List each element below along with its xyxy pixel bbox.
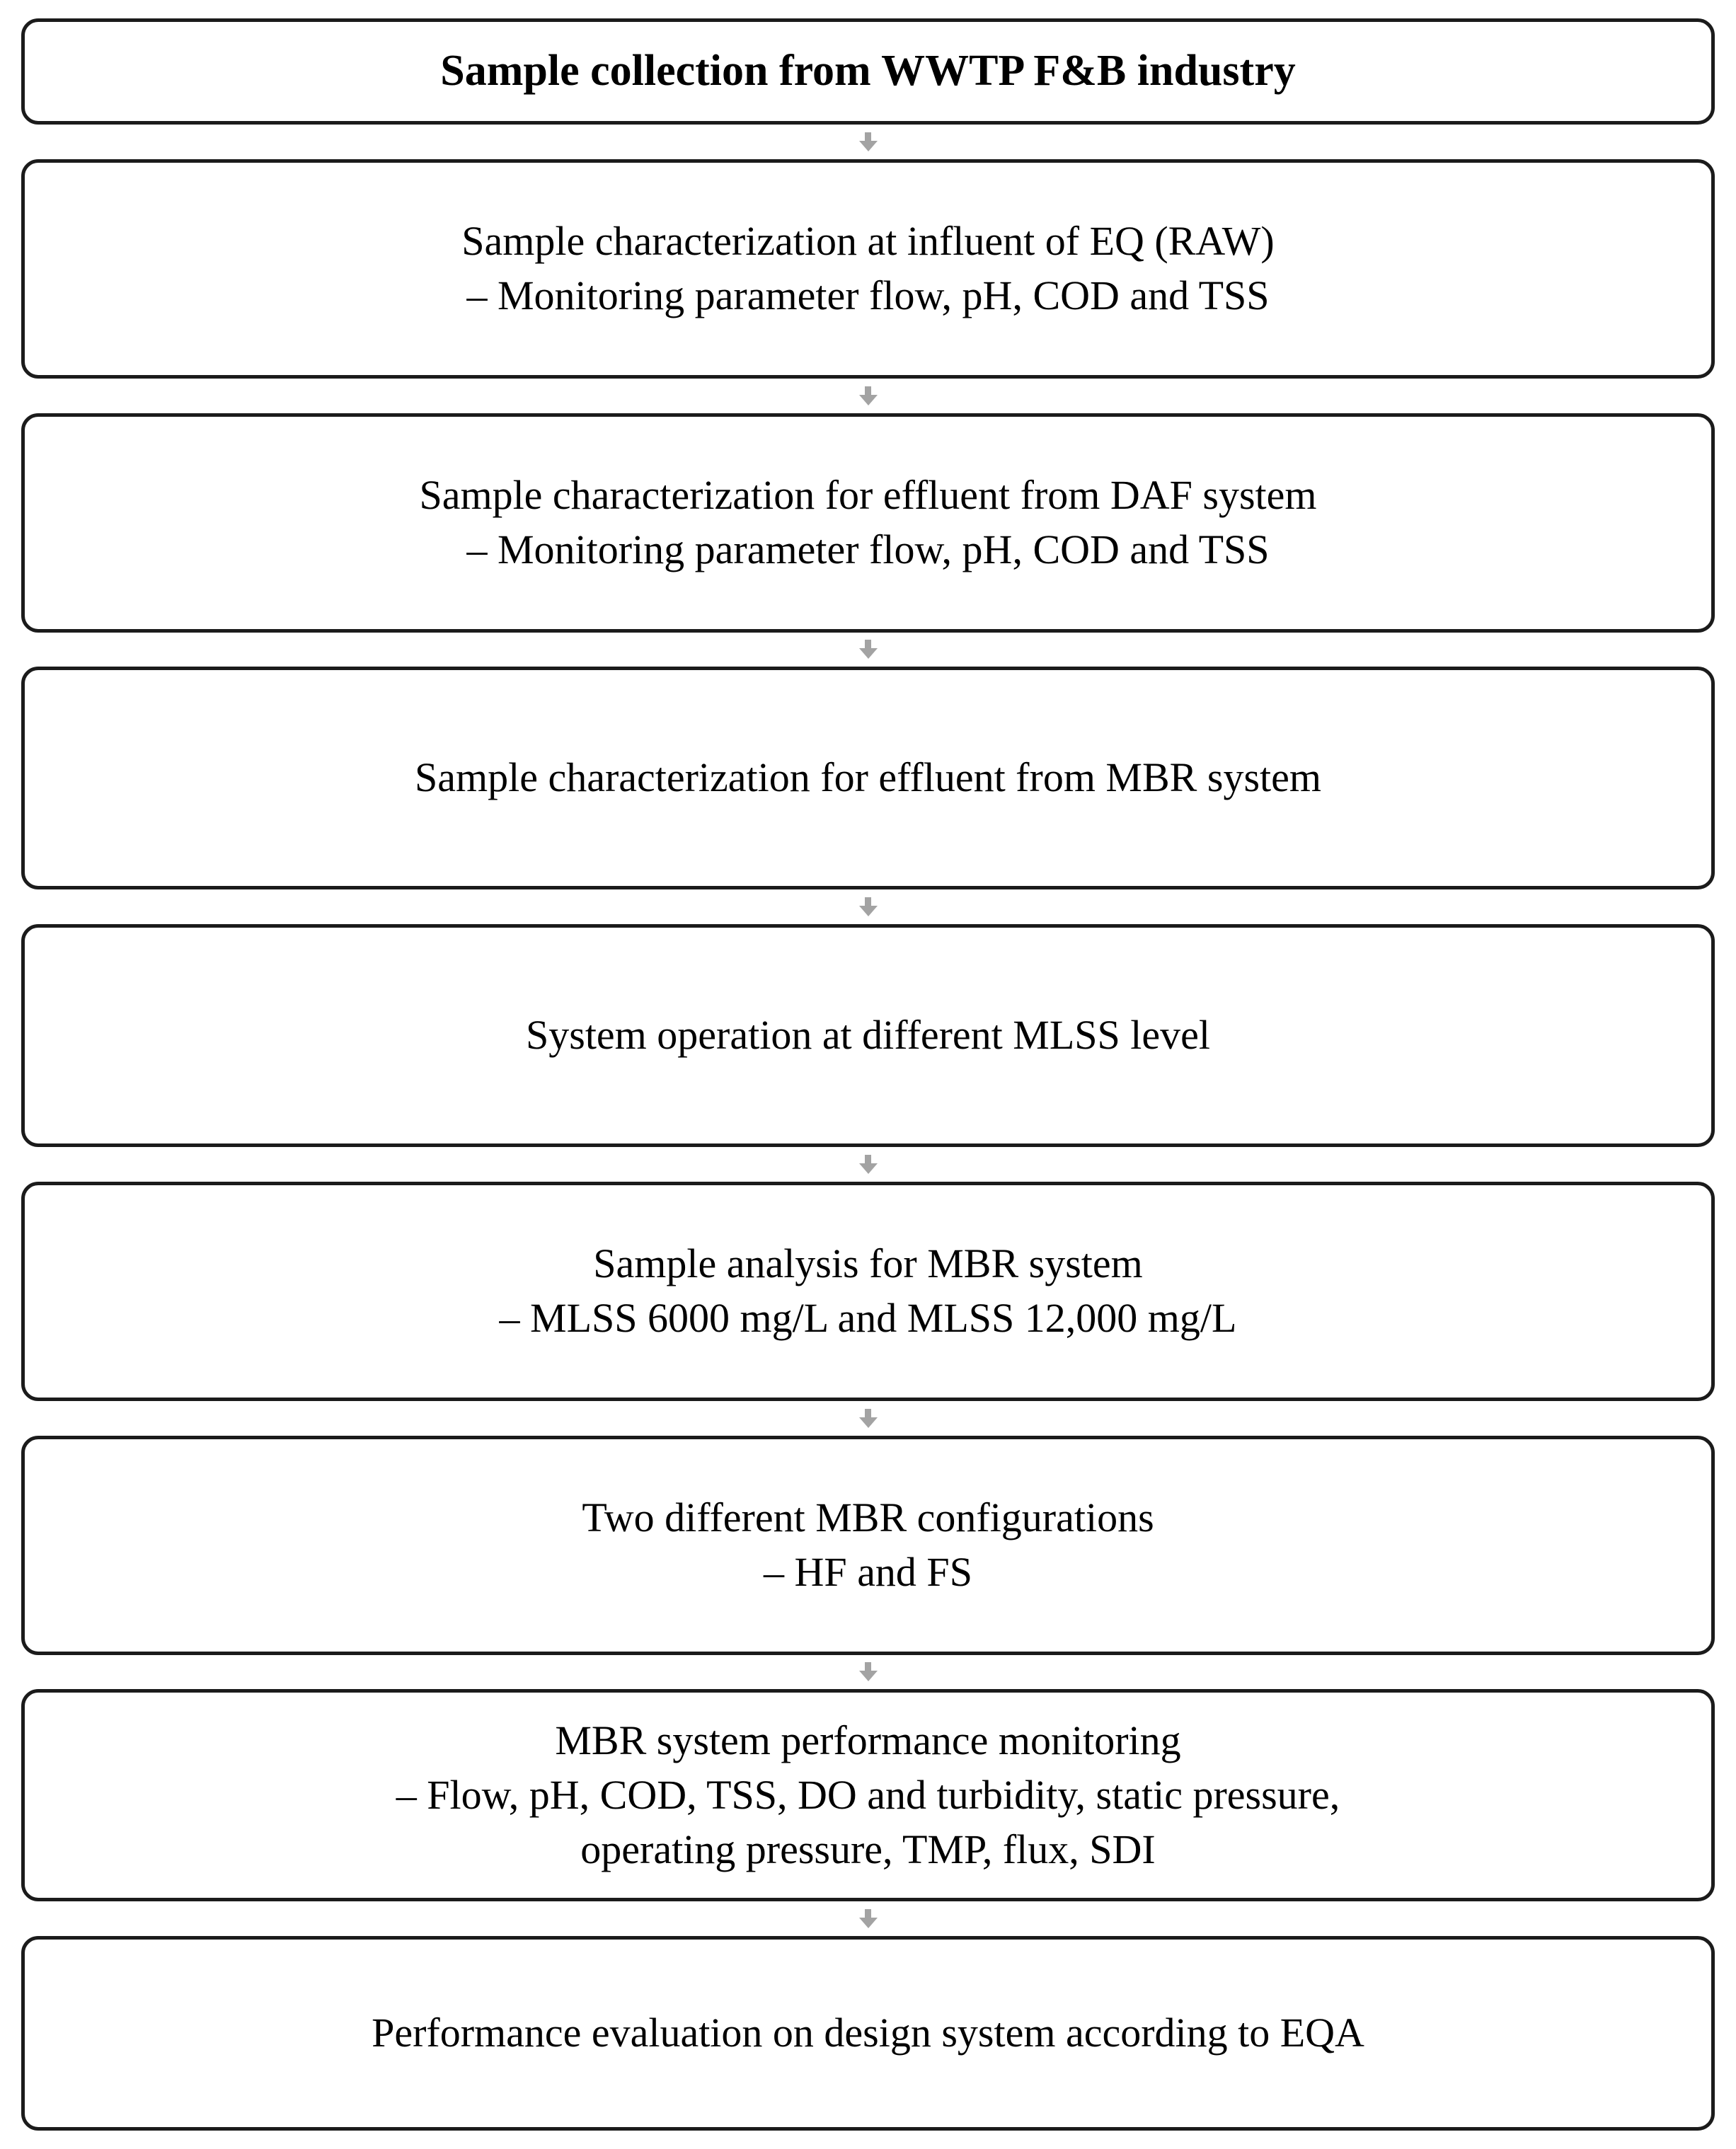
connector (21, 1655, 1715, 1690)
flow-box-mlss-operation (21, 924, 1715, 1147)
connector (21, 379, 1715, 413)
flow-box-performance-monitoring (21, 1689, 1715, 1901)
connector (21, 889, 1715, 924)
down-arrow-icon (859, 132, 878, 151)
box-line: – MLSS 6000 mg/L and MLSS 12,000 mg/L (499, 1294, 1237, 1341)
flow-box-raw-characterization (21, 159, 1715, 379)
flow-box-sample-collection (21, 18, 1715, 125)
flow-box-daf-effluent-characterization (21, 413, 1715, 633)
down-arrow-icon (859, 386, 878, 405)
box-line: Sample collection from WWTP F&B industry (440, 47, 1296, 96)
down-arrow-icon (859, 1909, 878, 1928)
box-line: Sample analysis for MBR system (593, 1240, 1143, 1287)
down-arrow-icon (859, 1409, 878, 1428)
down-arrow-icon (859, 1155, 878, 1174)
box-line: Sample characterization for effluent from MBR system (415, 754, 1321, 801)
connector (21, 1401, 1715, 1436)
down-arrow-icon (859, 640, 878, 659)
box-line: Two different MBR configurations (582, 1494, 1154, 1540)
box-line: – HF and FS (764, 1548, 972, 1595)
connector (21, 633, 1715, 667)
connector (21, 1147, 1715, 1182)
box-line: System operation at different MLSS level (525, 1012, 1211, 1059)
flow-box-mbr-sample-analysis (21, 1182, 1715, 1401)
flow-box-mbr-configurations (21, 1436, 1715, 1655)
box-line: – Flow, pH, COD, TSS, DO and turbidity, static pressure, (396, 1771, 1340, 1818)
flow-box-performance-evaluation (21, 1936, 1715, 2131)
connector (21, 1901, 1715, 1936)
box-line: operating pressure, TMP, flux, SDI (580, 1826, 1156, 1872)
box-line: Sample characterization for effluent from DAF system (419, 471, 1317, 518)
box-line: Sample characterization at influent of EQ (RAW) (461, 218, 1275, 265)
down-arrow-icon (859, 1662, 878, 1681)
down-arrow-icon (859, 897, 878, 916)
box-line: – Monitoring parameter flow, pH, COD and TSS (466, 526, 1270, 572)
connector (21, 125, 1715, 159)
flow-box-mbr-effluent-characterization (21, 667, 1715, 889)
box-line: Performance evaluation on design system according to EQA (372, 2010, 1364, 2056)
box-line: MBR system performance monitoring (555, 1717, 1181, 1764)
box-line: – Monitoring parameter flow, pH, COD and TSS (466, 272, 1270, 318)
